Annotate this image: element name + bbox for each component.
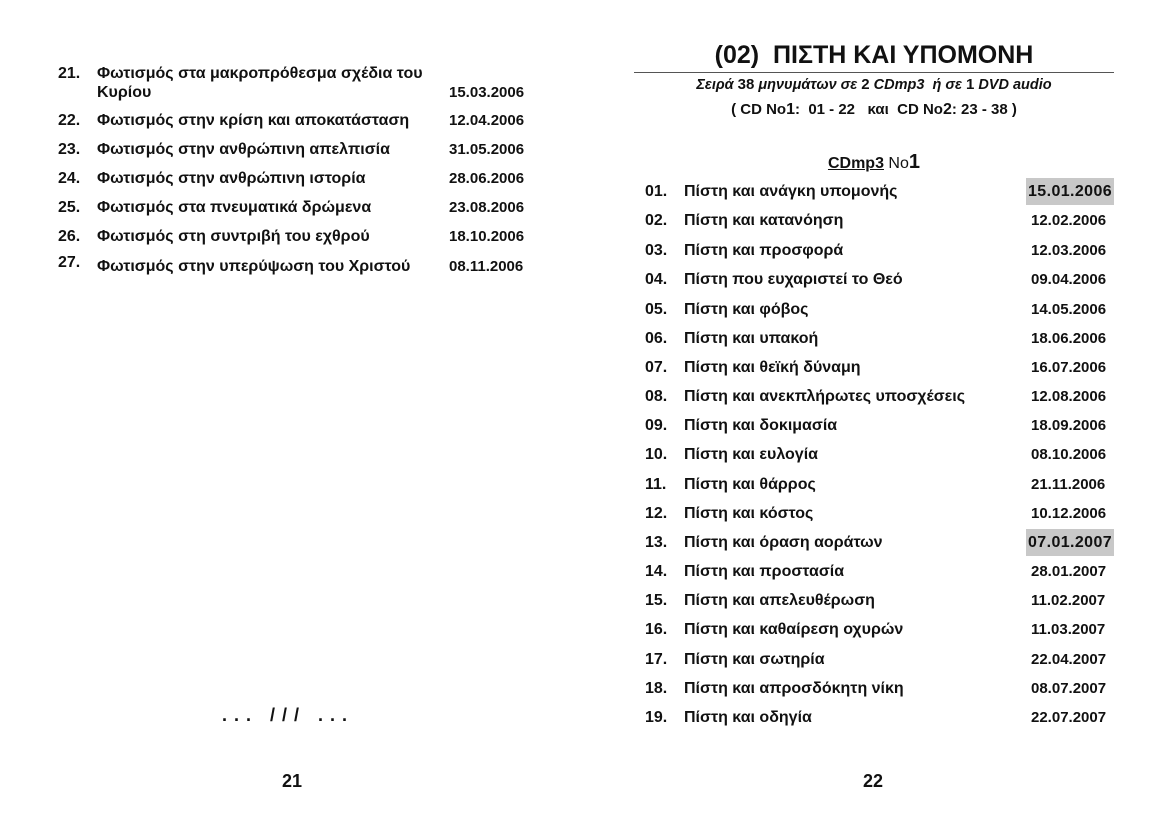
- title-divider: [634, 72, 1114, 73]
- item-number: 02.: [645, 212, 668, 229]
- list-item-25: [58, 198, 538, 217]
- list-item-26: [58, 227, 538, 246]
- list-item-19: [645, 708, 1125, 727]
- section-no: No: [883, 155, 909, 172]
- item-title: Πίστη και απελευθέρωση: [684, 592, 875, 609]
- list-item-01: [645, 182, 1125, 201]
- item-title: Πίστη και οδηγία: [684, 709, 812, 726]
- item-date: 08.11.2006: [449, 258, 524, 275]
- page-number-left: 21: [281, 771, 303, 791]
- item-date: 08.07.2007: [1031, 680, 1107, 697]
- list-item-24: [58, 169, 538, 188]
- continuation-separator: ... /// ...: [222, 705, 355, 725]
- list-item-27: [58, 254, 538, 276]
- item-title: Φωτισμός στην ανθρώπινη απελπισία: [97, 141, 390, 158]
- item-number: 03.: [645, 242, 668, 259]
- item-date: 10.12.2006: [1031, 505, 1107, 522]
- series-title: (02) ΠΙΣΤΗ ΚΑΙ ΥΠΟΜΟΝΗ: [714, 41, 1034, 69]
- page-number-right: 22: [862, 771, 884, 791]
- item-number: 06.: [645, 330, 668, 347]
- item-title: Φωτισμός στη συντριβή του εχθρού: [97, 228, 370, 245]
- cd-info-text: : 01 - 22 και CD No: [795, 101, 943, 118]
- subtitle-text: DVD audio: [974, 77, 1052, 93]
- item-number: 24.: [58, 170, 81, 187]
- item-date: 18.09.2006: [1031, 417, 1107, 434]
- item-date: 31.05.2006: [449, 141, 525, 158]
- cd-ranges: [634, 101, 1114, 119]
- item-title: Πίστη και δοκιμασία: [684, 417, 838, 434]
- cd-section-heading: [634, 152, 1114, 174]
- list-item-03: [645, 241, 1125, 260]
- list-item-04: [645, 270, 1125, 289]
- item-date: 15.03.2006: [449, 84, 525, 101]
- item-number: 12.: [645, 505, 668, 522]
- item-title: Φωτισμός στα πνευματικά δρώμενα: [97, 199, 372, 216]
- item-title: Πίστη και όραση αοράτων: [684, 534, 883, 551]
- item-title: Φωτισμός στην κρίση και αποκατάσταση: [97, 112, 410, 129]
- item-title: Πίστη και σωτηρία: [684, 651, 825, 668]
- item-number: 16.: [645, 621, 668, 638]
- item-date: 16.07.2006: [1031, 359, 1107, 376]
- item-number: 17.: [645, 651, 668, 668]
- item-number: 23.: [58, 141, 81, 158]
- list-item-15: [645, 591, 1125, 610]
- subtitle-text: Σειρά: [696, 77, 738, 93]
- list-item-18: [645, 679, 1125, 698]
- item-date: 21.11.2006: [1031, 476, 1106, 493]
- list-item-09: [645, 416, 1125, 435]
- cd-count: 2: [861, 76, 870, 93]
- item-date: 18.06.2006: [1031, 330, 1107, 347]
- item-number: 15.: [645, 592, 668, 609]
- item-number: 21.: [58, 65, 81, 82]
- item-number: 13.: [645, 534, 668, 551]
- item-date: 18.10.2006: [449, 228, 525, 245]
- item-number: 19.: [645, 709, 668, 726]
- item-date: 09.04.2006: [1031, 271, 1107, 288]
- item-title: Πίστη και ευλογία: [684, 446, 818, 463]
- item-date: 08.10.2006: [1031, 446, 1107, 463]
- list-item-07: [645, 358, 1125, 377]
- item-title: Πίστη και υπακοή: [684, 330, 819, 347]
- section-number: 1: [908, 151, 921, 173]
- item-number: 09.: [645, 417, 668, 434]
- item-number: 05.: [645, 301, 668, 318]
- item-date: 22.07.2007: [1031, 709, 1107, 726]
- item-title: Πίστη και ανάγκη υπομονής: [684, 183, 898, 200]
- item-title: Πίστη και απροσδόκητη νίκη: [684, 680, 904, 697]
- item-title: Φωτισμός στην υπερύψωση του Χριστού: [97, 258, 411, 275]
- item-number: 18.: [645, 680, 668, 697]
- list-item-11: [645, 475, 1125, 494]
- item-number: 04.: [645, 271, 668, 288]
- item-title: Πίστη που ευχαριστεί το Θεό: [684, 271, 903, 288]
- item-title: Πίστη και κατανόηση: [684, 212, 844, 229]
- item-number: 08.: [645, 388, 668, 405]
- item-number: 22.: [58, 112, 81, 129]
- item-date: 12.04.2006: [449, 112, 525, 129]
- item-title: Πίστη και προστασία: [684, 563, 845, 580]
- item-date: 12.08.2006: [1031, 388, 1107, 405]
- subtitle-text: μηνυμάτων σε: [754, 77, 862, 93]
- list-item-02: [645, 211, 1125, 230]
- list-item-13: [645, 533, 1125, 552]
- item-title: Πίστη και ανεκπλήρωτες υποσχέσεις: [684, 388, 966, 405]
- dvd-count: 1: [965, 76, 975, 93]
- item-date: 14.05.2006: [1031, 301, 1107, 318]
- subtitle-text: CDmp3 ή σε: [869, 77, 966, 93]
- item-number: 25.: [58, 199, 81, 216]
- item-title: Πίστη και προσφορά: [684, 242, 844, 259]
- item-date: 07.01.2007: [1026, 529, 1114, 556]
- item-title: Πίστη και θεϊκή δύναμη: [684, 359, 861, 376]
- item-title: Πίστη και κόστος: [684, 505, 814, 522]
- list-item-21: [58, 64, 538, 101]
- item-number: 27.: [58, 254, 81, 271]
- list-item-05: [645, 300, 1125, 319]
- item-title: Πίστη και θάρρος: [684, 476, 816, 493]
- item-number: 10.: [645, 446, 668, 463]
- list-item-12: [645, 504, 1125, 523]
- item-number: 26.: [58, 228, 81, 245]
- item-number: 07.: [645, 359, 668, 376]
- cd-number: 2: [942, 101, 952, 118]
- item-date: 23.08.2006: [449, 199, 525, 216]
- list-item-14: [645, 562, 1125, 581]
- item-date: 28.06.2006: [449, 170, 525, 187]
- item-date: 12.03.2006: [1031, 242, 1107, 259]
- cd-info-text: : 23 - 38 ): [951, 101, 1017, 118]
- section-label: CDmp3: [827, 155, 884, 172]
- item-date: 11.02.2007: [1031, 592, 1106, 609]
- item-number: 11.: [645, 476, 667, 493]
- list-item-17: [645, 650, 1125, 669]
- item-date: 11.03.2007: [1031, 621, 1106, 638]
- item-date: 15.01.2006: [1026, 178, 1114, 205]
- cd-info-text: ( CD No: [731, 101, 787, 118]
- item-title: Φωτισμός στα μακροπρόθεσμα σχέδια του Κυρίου: [97, 65, 423, 101]
- message-count: 38: [737, 76, 755, 93]
- list-item-06: [645, 329, 1125, 348]
- list-item-23: [58, 140, 538, 159]
- list-item-10: [645, 445, 1125, 464]
- item-title: Πίστη και καθαίρεση οχυρών: [684, 621, 904, 638]
- cd-number: 1: [786, 101, 795, 118]
- item-title: Φωτισμός στην ανθρώπινη ιστορία: [97, 170, 366, 187]
- item-title: Πίστη και φόβος: [684, 301, 809, 318]
- list-item-22: [58, 111, 538, 130]
- series-subtitle: [634, 76, 1114, 94]
- item-number: 01.: [645, 183, 668, 200]
- item-date: 22.04.2007: [1031, 651, 1107, 668]
- item-date: 28.01.2007: [1031, 563, 1107, 580]
- list-item-16: [645, 620, 1125, 639]
- item-date: 12.02.2006: [1031, 212, 1107, 229]
- list-item-08: [645, 387, 1125, 406]
- item-number: 14.: [645, 563, 668, 580]
